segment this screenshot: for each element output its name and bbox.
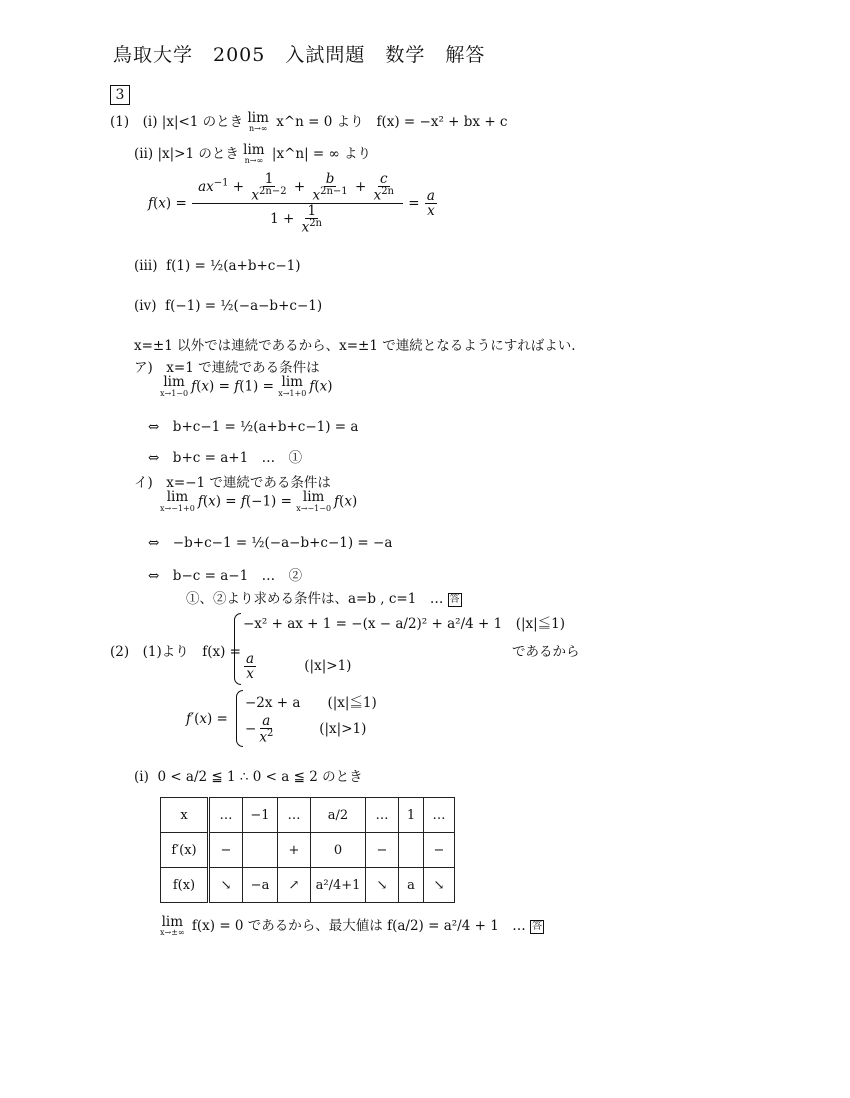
part1-i-f: f(x) = −x² + bx + c (376, 114, 508, 130)
cond-b-limit: lim x→−1+0 f(x) = f(−1) = lim x→−1−0 f(x) (160, 489, 358, 513)
table-cell (243, 833, 278, 868)
fprime-label: f′(x) = (186, 711, 228, 727)
page-title: 鳥取大学 2005 入試問題 数学 解答 (113, 44, 486, 66)
part2-conclusion-text: f(x) = 0 であるから、最大値は f(a/2) = a²/4 + 1 … (191, 918, 526, 934)
lim-symbol: lim x→±∞ (160, 913, 185, 938)
part1-ii-label: (ⅱ) (134, 146, 154, 162)
table-cell: −a (243, 868, 278, 903)
cond-a-eq1: ⇔ b+c−1 = ½(a+b+c−1) = a (148, 419, 359, 435)
part1-iv-eq: f(−1) = ½(−a−b+c−1) (165, 298, 323, 314)
table-cell: − (366, 833, 399, 868)
brace-fprime (236, 690, 243, 747)
cond-a-head: ア) x=1 で連続である条件は (134, 360, 320, 376)
table-cell: a²/4+1 (311, 868, 366, 903)
part1-ii (134, 142, 371, 165)
continuity-text: x=±1 以外では連続であるから、x=±1 で連続となるようにすればよい. (134, 338, 576, 354)
f-big-fraction: f(x) = $ax^{-1}$ + $\frac{1}{x^{2n-2}}$ + $\frac{b}{x^{2n-1}}$ + $\frac{c}{x^{2n}}$ 1 + $\frac{1}{x^{2n}}$ = $\frac{a}{x}$ (148, 171, 435, 236)
part1-iii (134, 258, 301, 274)
table-cell: a (399, 868, 424, 903)
table-cell: x (161, 798, 209, 833)
brace-f (234, 613, 241, 685)
table-cell: 0 (311, 833, 366, 868)
part1-i (110, 110, 507, 133)
fprime-case1: −2x + a (|x|≦1) (245, 695, 377, 711)
table-cell: + (278, 833, 311, 868)
table-cell: ↘ (209, 868, 243, 903)
part1-iii-label: (ⅲ) (134, 258, 158, 274)
table-cell: … (424, 798, 455, 833)
table-cell: f(x) (161, 868, 209, 903)
part2-label: (2) (1)より f(x) = (110, 644, 241, 660)
part2-i-label: (ⅰ) (134, 769, 149, 785)
cond-a-eq2: ⇔ b+c = a+1 … ① (148, 450, 303, 466)
table-cell (399, 833, 424, 868)
table-cell: − (424, 833, 455, 868)
fprime-case2-cond: (|x|>1) (319, 720, 367, 737)
table-cell: … (366, 798, 399, 833)
table-cell: −1 (243, 798, 278, 833)
part2-tail: であるから (512, 644, 580, 660)
table-cell: ↘ (366, 868, 399, 903)
part1-iv (134, 298, 322, 314)
variation-table (160, 797, 455, 903)
part1-i-lim: x^n = 0 より (276, 114, 364, 130)
lim-symbol: lim n→∞ (243, 141, 265, 166)
table-cell: f′(x) (161, 833, 209, 868)
cond-b-head: イ) x=−1 で連続である条件は (134, 475, 331, 491)
answer-mark: 答 (449, 593, 460, 605)
part2-conclusion (160, 914, 544, 937)
part1-ii-cond: |x|>1 のとき (157, 146, 239, 162)
part1-iv-label: (ⅳ) (134, 298, 157, 314)
fprime-case2: − $\frac{a}{x^2}$ (|x|>1) (245, 713, 367, 746)
table-cell: − (209, 833, 243, 868)
table-row (161, 798, 455, 833)
part2-case1: −x² + ax + 1 = −(x − a/2)² + a²/4 + 1 (|x|≦1) (243, 616, 566, 632)
part1-i-label: (1) (ⅰ) (110, 114, 158, 130)
table-cell: a/2 (311, 798, 366, 833)
problem-number-box: 3 (110, 85, 130, 105)
table-cell: ↘ (424, 868, 455, 903)
part2-case2-cond: (|x|>1) (304, 658, 352, 675)
table-cell: ↗ (278, 868, 311, 903)
cond-a-limit: lim x→1−0 f(x) = f(1) = lim x→1+0 f(x) (160, 374, 333, 398)
part2-i (134, 765, 363, 785)
part1-result (186, 587, 462, 607)
part1-ii-lim: |x^n| = ∞ より (271, 146, 372, 162)
lim-symbol: lim n→∞ (247, 109, 269, 134)
part1-iii-eq: f(1) = ½(a+b+c−1) (166, 258, 301, 274)
part2-case2: $\frac{a}{x}$ (|x|>1) (246, 651, 352, 683)
cond-b-eq1: ⇔ −b+c−1 = ½(−a−b+c−1) = −a (148, 535, 393, 551)
part2-i-cond: 0 < a/2 ≦ 1 ∴ 0 < a ≦ 2 のとき (157, 769, 363, 785)
cond-b-eq2: ⇔ b−c = a−1 … ② (148, 568, 303, 584)
table-cell: … (278, 798, 311, 833)
part1-result-text: ①、②より求める条件は、a=b , c=1 … (186, 591, 444, 607)
table-cell: 1 (399, 798, 424, 833)
answer-mark: 答 (532, 920, 543, 932)
part1-i-cond: |x|<1 のとき (161, 114, 244, 130)
table-row (161, 868, 455, 903)
table-row (161, 833, 455, 868)
table-cell: … (209, 798, 243, 833)
